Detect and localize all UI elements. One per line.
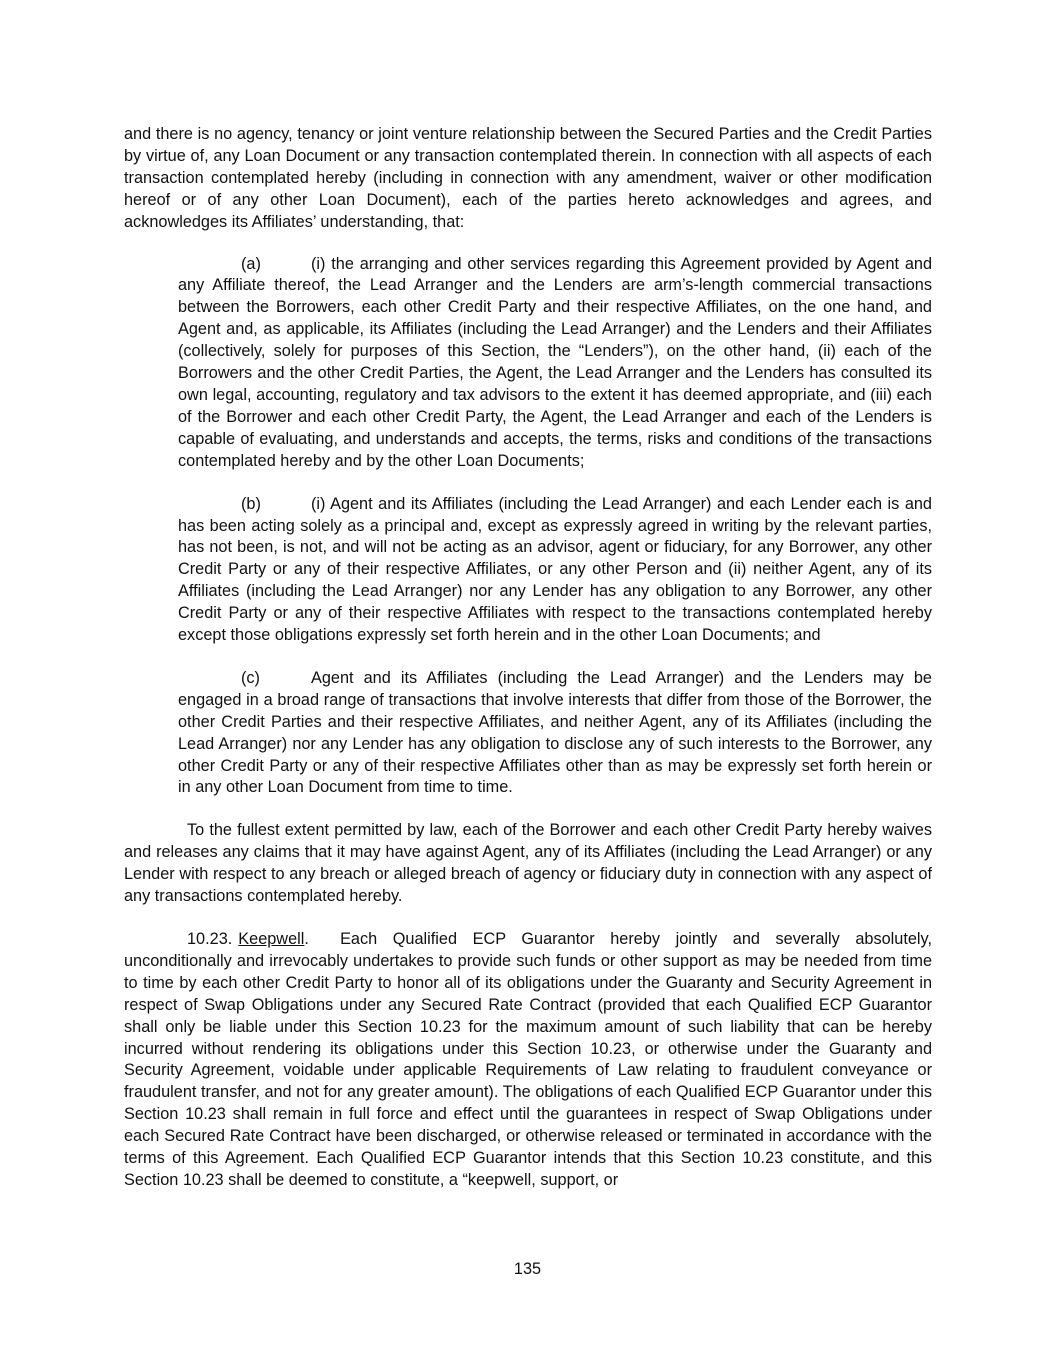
section-number: 10.23. [187,930,233,948]
clause-b-text: (i) Agent and its Affiliates (including the Lead Arranger) and each Lender each is and has been acting solely as a principal and, except as expressly agreed in writing by the relevant parties, has not been, is not, and will not be acting as an advisor, agent or fiduciary, for any Borrower, any other Credit Party or any of their respective Affiliates, or any other Person and (ii) neither Agent, any of its Affiliates (including the Lead Arranger) nor any Lender has any obligation to any Borrower, any other Credit Party or any of their respective Affiliates with respect to the transactions contemplated hereby except those obligations expressly set forth herein and in the other Loan Documents; and [178,494,932,645]
clause-b-label: (b) [241,494,261,513]
clause-a-text: (i) the arranging and other services regarding this Agreement provided by Agent and any Affiliate thereof, the Lead Arranger and the Lenders are arm’s-length commercial transactions between the Borrowers, each other Credit Party and their respective Affiliates, on the one hand, and Agent and, as applicable, its Affiliates (including the Lead Arranger) and the Lenders and their Affiliates (collectively, solely for purposes of this Section, the “Lenders”), on the other hand, (ii) each of the Borrowers and the other Credit Parties, the Agent, the Lead Arranger and the Lenders has consulted its own legal, accounting, regulatory and tax advisors to the extent it has deemed appropriate, and (iii) each of the Borrower and each other Credit Party, the Agent, the Lead Arranger and each of the Lenders is capable of evaluating, and understands and accepts, the terms, risks and conditions of the transactions contemplated hereby and by the other Loan Documents; [178,254,932,470]
section-heading: Keepwell [238,930,305,948]
document-page [124,124,932,1213]
section-10-23 [124,929,932,1192]
clause-c-label: (c) [241,668,260,687]
waiver-paragraph: To the fullest extent permitted by law, each of the Borrower and each other Credit Party hereby waives and releases any claims that it may have against Agent, any of its Affiliates (including the Lead Arranger) or any Lender with respect to any breach or alleged breach of agency or fiduciary duty in connection with any aspect of any transactions contemplated hereby. [124,821,932,906]
clause-b [178,494,932,647]
intro-paragraph: and there is no agency, tenancy or joint venture relationship between the Secured Parties and the Credit Parties by virtue of, any Loan Document or any transaction contemplated therein. In connection with all aspects of each transaction contemplated hereby (including in connection with any amendment, waiver or other modification hereof or of any other Loan Document), each of the parties hereto acknowledges and agrees, and acknowledges its Affiliates’ understanding, that: [124,125,932,231]
clause-c-text: Agent and its Affiliates (including the Lead Arranger) and the Lenders may be engaged in a broad range of transactions that involve interests that differ from those of the Borrower, the other Credit Parties and their respective Affiliates, and neither Agent, any of its Affiliates (including the Lead Arranger) nor any Lender has any obligation to disclose any of such interests to the Borrower, any other Credit Party or any of their respective Affiliates other than as may be expressly set forth herein or in any other Loan Document from time to time. [178,668,932,797]
page-number: 135 [513,1260,542,1278]
clause-a-label: (a) [241,254,261,273]
clause-a [178,254,932,473]
section-heading-punct: . [304,930,309,948]
clause-c [178,668,932,799]
section-text: Each Qualified ECP Guarantor hereby jointly and severally absolutely, unconditionally and irrevocably undertakes to provide such funds or other support as may be needed from time to time by each other Credit Party to honor all of its obligations under the Guaranty and Security Agreement in respect of Swap Obligations under any Secured Rate Contract (provided that each Qualified ECP Guarantor shall only be liable under this Section 10.23 for the maximum amount of such liability that can be hereby incurred without rendering its obligations under this Section 10.23, or otherwise under the Guaranty and Security Agreement, voidable under applicable Requirements of Law relating to fraudulent conveyance or fraudulent transfer, and not for any greater amount). The obligations of each Qualified ECP Guarantor under this Section 10.23 shall remain in full force and effect until the guarantees in respect of Swap Obligations under each Secured Rate Contract have been discharged, or otherwise released or terminated in accordance with the terms of this Agreement. Each Qualified ECP Guarantor intends that this Section 10.23 constitute, and this Section 10.23 shall be deemed to constitute, a “keepwell, support, or [124,930,932,1189]
